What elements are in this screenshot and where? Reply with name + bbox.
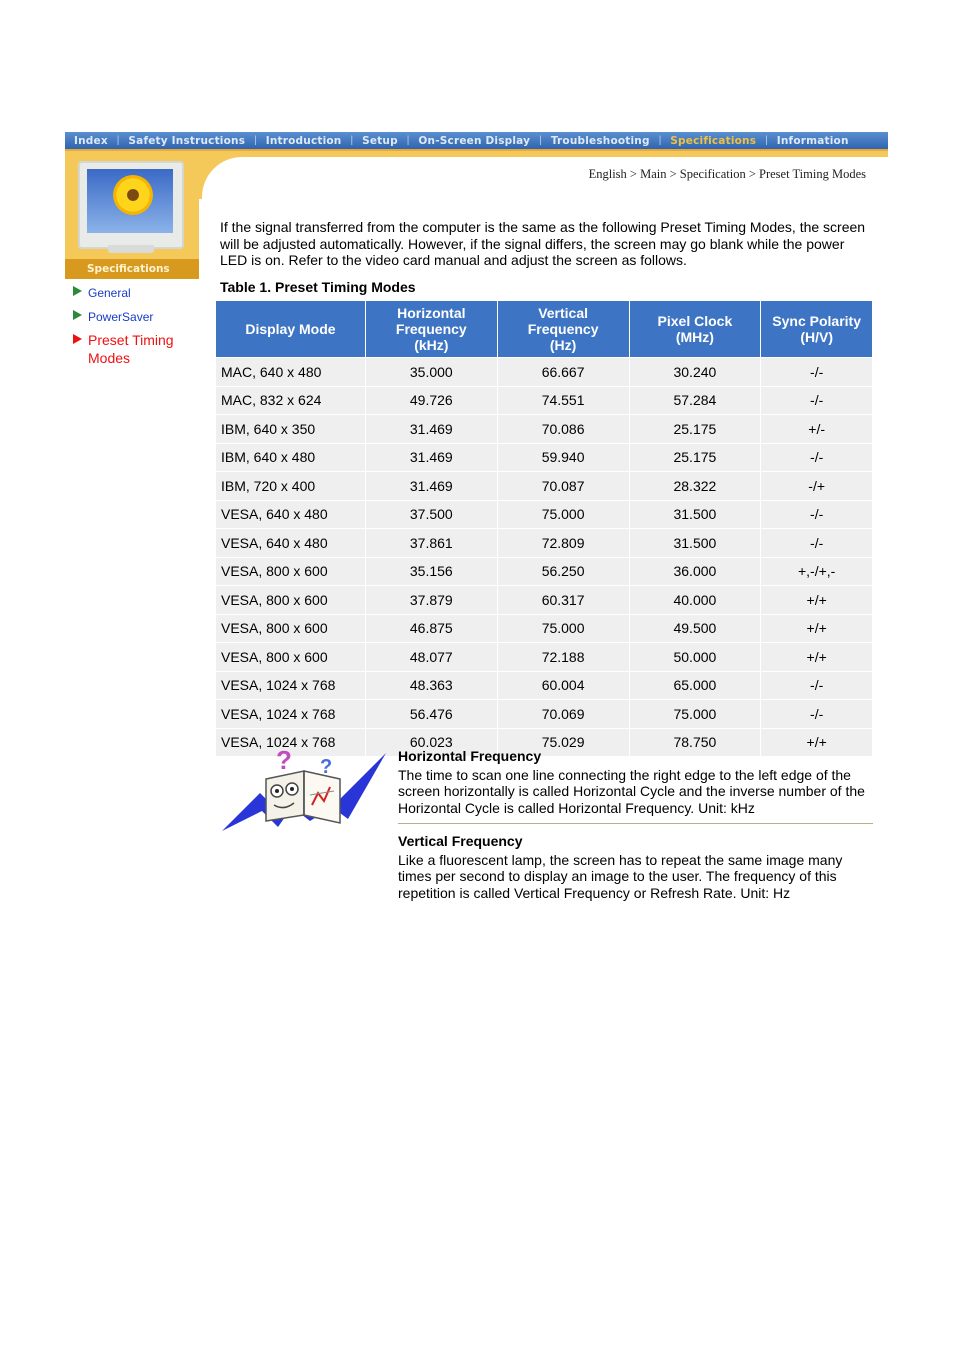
table-cell: 35.156 — [366, 558, 497, 586]
nav-item-setup[interactable]: Setup — [362, 134, 398, 147]
column-header-line: (Hz) — [549, 337, 577, 353]
nav-item-safety-instructions[interactable]: Safety Instructions — [128, 134, 246, 147]
column-header-line: Frequency — [527, 321, 599, 337]
table-cell: 60.317 — [498, 586, 629, 614]
table-cell: 31.469 — [366, 444, 497, 472]
table-cell: 60.004 — [498, 672, 629, 700]
table-cell: +/+ — [761, 615, 872, 643]
table-cell: 31.500 — [630, 529, 761, 557]
sidebar-nav — [72, 284, 197, 374]
column-header — [216, 301, 365, 357]
preset-timing-table — [215, 300, 873, 757]
table-cell: 56.250 — [498, 558, 629, 586]
table-cell: +/+ — [761, 643, 872, 671]
top-nav-bar — [65, 132, 888, 151]
definition-title: Horizontal Frequency — [398, 748, 542, 764]
definition-text: The time to scan one line connecting the right edge to the left edge of the screen horizontally is called Horizontal Cycle and the inverse number of the Horizontal Cycle is called Horizontal Frequency. Unit: kHz — [398, 766, 865, 816]
column-header-line: Frequency — [395, 321, 467, 337]
table-row — [216, 672, 872, 700]
table-cell: 65.000 — [630, 672, 761, 700]
column-header-line: Sync Polarity — [772, 313, 861, 329]
table-cell: 35.000 — [366, 358, 497, 386]
table-cell: VESA, 800 x 600 — [216, 615, 365, 643]
sidebar-item-preset-timing-modes[interactable] — [72, 332, 197, 368]
section-logo-label: Specifications — [65, 259, 199, 279]
table-cell: -/- — [761, 672, 872, 700]
table-cell: 49.726 — [366, 387, 497, 415]
divider — [398, 823, 873, 824]
definition-text: Like a fluorescent lamp, the screen has to repeat the same image many times per second to display an image to the user. The frequency of this repetition is called Vertical Frequency or Refresh Rate. Unit: Hz — [398, 851, 843, 901]
svg-text:?: ? — [276, 749, 292, 775]
sidebar-item-label[interactable]: General — [88, 286, 131, 300]
table-row — [216, 472, 872, 500]
table-cell: 78.750 — [630, 729, 761, 757]
column-header-line: Vertical — [538, 305, 589, 321]
table-cell: 30.240 — [630, 358, 761, 386]
table-cell: 70.086 — [498, 415, 629, 443]
table-row — [216, 529, 872, 557]
table-cell: 70.087 — [498, 472, 629, 500]
table-cell: 59.940 — [498, 444, 629, 472]
column-header-line: (H/V) — [800, 329, 833, 345]
table-cell: -/- — [761, 501, 872, 529]
table-cell: VESA, 640 x 480 — [216, 501, 365, 529]
table-cell: VESA, 1024 x 768 — [216, 729, 365, 757]
nav-separator: | — [765, 135, 768, 146]
table-cell: +/+ — [761, 586, 872, 614]
table-cell: -/- — [761, 529, 872, 557]
question-book-icon — [222, 749, 388, 835]
table-cell: MAC, 640 x 480 — [216, 358, 365, 386]
table-row — [216, 387, 872, 415]
table-cell: IBM, 640 x 350 — [216, 415, 365, 443]
sidebar-item-general[interactable] — [72, 284, 197, 302]
table-cell: 50.000 — [630, 643, 761, 671]
table-body — [216, 358, 872, 756]
table-cell: 37.879 — [366, 586, 497, 614]
nav-separator: | — [539, 135, 542, 146]
table-cell: VESA, 1024 x 768 — [216, 672, 365, 700]
table-cell: 31.469 — [366, 415, 497, 443]
table-cell: 49.500 — [630, 615, 761, 643]
column-header-line: Display Mode — [245, 321, 336, 337]
table-cell: 40.000 — [630, 586, 761, 614]
table-cell: 72.809 — [498, 529, 629, 557]
nav-separator: | — [350, 135, 354, 146]
nav-separator: | — [658, 135, 662, 146]
table-cell: 60.023 — [366, 729, 497, 757]
table-cell: 48.077 — [366, 643, 497, 671]
table-cell: VESA, 800 x 600 — [216, 643, 365, 671]
table-cell: -/- — [761, 444, 872, 472]
nav-item-specifications[interactable]: Specifications — [670, 134, 757, 147]
table-cell: MAC, 832 x 624 — [216, 387, 365, 415]
table-cell: VESA, 1024 x 768 — [216, 700, 365, 728]
table-cell: +/+ — [761, 729, 872, 757]
column-header-line: (kHz) — [414, 337, 449, 353]
section-logo — [65, 151, 199, 279]
table-row — [216, 586, 872, 614]
table-cell: 74.551 — [498, 387, 629, 415]
column-header — [498, 301, 629, 357]
table-header-row — [216, 301, 872, 357]
monitor-sunflower-icon — [78, 161, 184, 249]
table-cell: -/- — [761, 358, 872, 386]
table-cell: 37.861 — [366, 529, 497, 557]
table-cell: 72.188 — [498, 643, 629, 671]
table-cell: +/- — [761, 415, 872, 443]
table-cell: -/+ — [761, 472, 872, 500]
table-row — [216, 558, 872, 586]
table-cell: VESA, 800 x 600 — [216, 558, 365, 586]
table-row — [216, 444, 872, 472]
definition-title: Vertical Frequency — [398, 833, 523, 849]
table-row — [216, 615, 872, 643]
column-header — [761, 301, 872, 357]
table-row — [216, 643, 872, 671]
table-cell: 75.000 — [630, 700, 761, 728]
nav-item-index[interactable]: Index — [74, 134, 108, 147]
table-cell: 75.029 — [498, 729, 629, 757]
nav-separator: | — [406, 135, 410, 146]
column-header — [630, 301, 761, 357]
nav-separator: | — [254, 135, 257, 146]
table-cell: -/- — [761, 700, 872, 728]
table-cell: 56.476 — [366, 700, 497, 728]
nav-separator: | — [116, 135, 120, 146]
nav-item-on-screen-display[interactable]: On-Screen Display — [418, 134, 531, 147]
arrow-right-icon — [73, 286, 82, 296]
nav-item-introduction[interactable]: Introduction — [265, 134, 342, 147]
table-row — [216, 501, 872, 529]
table-cell: VESA, 640 x 480 — [216, 529, 365, 557]
column-header-line: Horizontal — [397, 305, 466, 321]
table-cell: 66.667 — [498, 358, 629, 386]
table-cell: 25.175 — [630, 415, 761, 443]
arrow-right-icon — [73, 334, 82, 344]
svg-text:?: ? — [320, 756, 333, 778]
sidebar-item-label[interactable]: Preset Timing Modes — [88, 332, 174, 366]
table-cell: 46.875 — [366, 615, 497, 643]
table-cell: -/- — [761, 387, 872, 415]
table-row — [216, 700, 872, 728]
nav-item-information[interactable]: Information — [776, 134, 849, 147]
table-cell: 57.284 — [630, 387, 761, 415]
arrow-right-icon — [73, 310, 82, 320]
table-cell: IBM, 640 x 480 — [216, 444, 365, 472]
table-row — [216, 415, 872, 443]
table-cell: 70.069 — [498, 700, 629, 728]
column-header — [366, 301, 497, 357]
table-cell: +,-/+,- — [761, 558, 872, 586]
table-cell: 36.000 — [630, 558, 761, 586]
table-cell: 48.363 — [366, 672, 497, 700]
column-header-line: Pixel Clock — [657, 313, 733, 329]
horizontal-frequency-definition — [398, 748, 873, 816]
table-cell: 28.322 — [630, 472, 761, 500]
table-cell: 25.175 — [630, 444, 761, 472]
table-cell: VESA, 800 x 600 — [216, 586, 365, 614]
sidebar-item-powersaver[interactable] — [72, 308, 197, 326]
table-title: Table 1. Preset Timing Modes — [220, 279, 416, 295]
sidebar-item-label[interactable]: PowerSaver — [88, 310, 154, 324]
intro-paragraph: If the signal transferred from the computer is the same as the following Preset Timing Modes, the screen will be adjusted automatically. However, if the signal differs, the screen may go blank while the power LED is on. Refer to the video card manual and adjust the screen as follows. — [220, 219, 866, 268]
nav-item-troubleshooting[interactable]: Troubleshooting — [550, 134, 650, 147]
table-cell: IBM, 720 x 400 — [216, 472, 365, 500]
table-cell: 75.000 — [498, 615, 629, 643]
table-row — [216, 358, 872, 386]
table-cell: 37.500 — [366, 501, 497, 529]
column-header-line: (MHz) — [675, 329, 714, 345]
table-cell: 75.000 — [498, 501, 629, 529]
breadcrumb: English > Main > Specification > Preset Timing Modes — [588, 167, 866, 181]
vertical-frequency-definition — [398, 833, 873, 901]
table-cell: 31.500 — [630, 501, 761, 529]
table-cell: 31.469 — [366, 472, 497, 500]
